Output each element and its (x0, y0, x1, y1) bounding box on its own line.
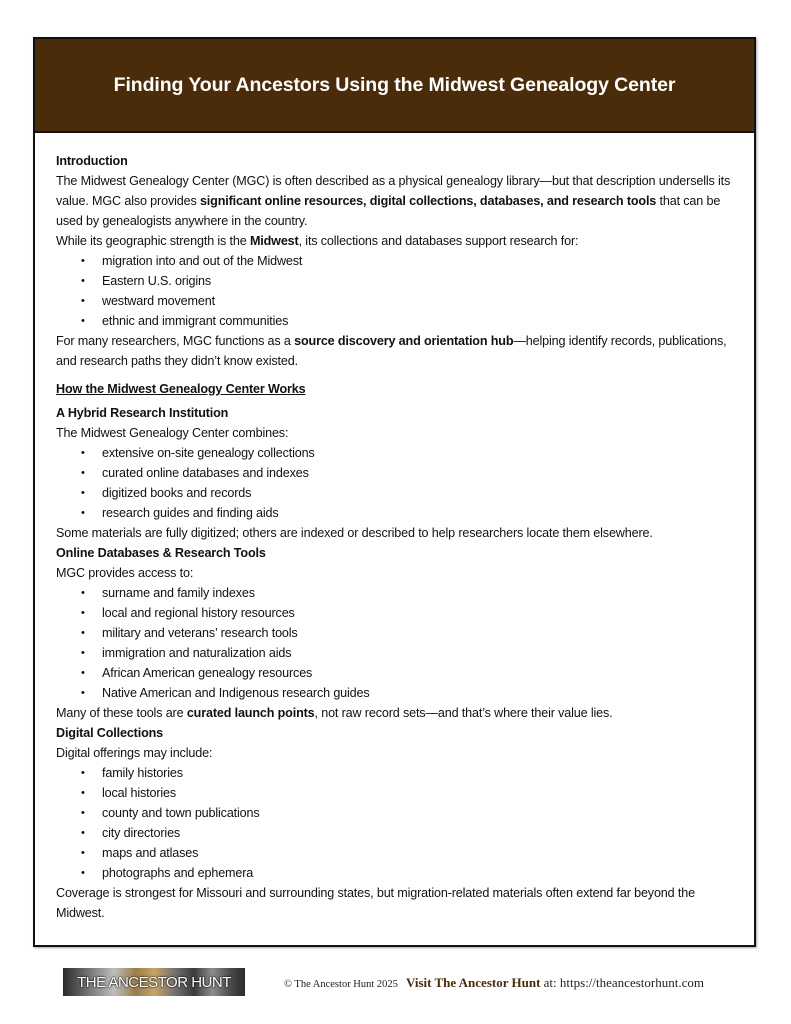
text-run: , not raw record sets—and that’s where their value lies. (314, 706, 613, 720)
bullet-icon: • (81, 467, 85, 479)
ancestor-hunt-logo[interactable] (63, 968, 245, 996)
list-item (56, 503, 734, 523)
list-item (56, 683, 734, 703)
bullet-icon: • (81, 607, 85, 619)
bullet-icon: • (81, 315, 85, 327)
list-item (56, 623, 734, 643)
intro-paragraph-3 (56, 331, 734, 371)
text-run: —helping identify records, publications, and research paths they didn’t know existed. (56, 334, 727, 368)
list-item-text: photographs and ephemera (102, 866, 254, 880)
list-item (56, 291, 734, 311)
bullet-icon: • (81, 807, 85, 819)
bullet-icon: • (81, 767, 85, 779)
text-run: that can be used by genealogists anywhere in the country. (56, 194, 721, 228)
list-item (56, 823, 734, 843)
list-item (56, 643, 734, 663)
text-run: While its geographic strength is the (56, 234, 250, 248)
bullet-icon: • (81, 867, 85, 879)
list-item-text: Eastern U.S. origins (102, 274, 211, 288)
title-banner (35, 39, 754, 133)
bullet-icon: • (81, 275, 85, 287)
intro-paragraph-2 (56, 231, 734, 251)
website-link[interactable]: https://theancestorhunt.com (559, 975, 704, 990)
list-item-text: digitized books and records (102, 486, 252, 500)
bold-text-run: Midwest (249, 234, 299, 248)
bullet-icon: • (81, 827, 85, 839)
list-item-text: ethnic and immigrant communities (102, 314, 289, 328)
list-item-text: immigration and naturalization aids (102, 646, 292, 660)
bullet-icon: • (81, 487, 85, 499)
list-item-text: research guides and finding aids (102, 506, 279, 520)
list-item (56, 843, 734, 863)
copyright-notice: © The Ancestor Hunt 2025 (284, 979, 398, 990)
digital-list (56, 763, 734, 883)
list-item-text: surname and family indexes (102, 586, 255, 600)
databases-list (56, 583, 734, 703)
list-item (56, 603, 734, 623)
bullet-icon: • (81, 587, 85, 599)
bold-text-run: significant online resources, digital collections, databases, and research tools (199, 194, 657, 208)
list-item-text: Native American and Indigenous research guides (102, 686, 370, 700)
intro-heading: Introduction (56, 154, 128, 168)
list-item (56, 251, 734, 271)
bullet-icon: • (81, 667, 85, 679)
visit-label: Visit The Ancestor Hunt (405, 975, 541, 990)
text-run: For many researchers, MGC functions as a (56, 334, 295, 348)
bullet-icon: • (81, 447, 85, 459)
page-title: Finding Your Ancestors Using the Midwest Genealogy Center (113, 73, 676, 96)
hybrid-after: Some materials are fully digitized; others are indexed or described to help researchers locate them elsewhere. (56, 526, 653, 540)
digital-lead: Digital offerings may include: (56, 746, 213, 760)
list-item-text: military and veterans’ research tools (102, 626, 298, 640)
text-run: Many of these tools are (56, 706, 187, 720)
bullet-icon: • (81, 507, 85, 519)
list-item (56, 443, 734, 463)
hybrid-list (56, 443, 734, 523)
section-heading-how-it-works: How the Midwest Genealogy Center Works (56, 382, 306, 396)
bullet-icon: • (81, 255, 85, 267)
text-run: , its collections and databases support research for: (298, 234, 579, 248)
document-frame (33, 37, 756, 947)
list-item-text: local and regional history resources (102, 606, 295, 620)
bold-text-run: curated launch points (186, 706, 315, 720)
list-item (56, 463, 734, 483)
list-item (56, 583, 734, 603)
list-item (56, 663, 734, 683)
list-item-text: family histories (102, 766, 183, 780)
list-item-text: maps and atlases (102, 846, 199, 860)
intro-paragraph-1 (56, 171, 734, 231)
bullet-icon: • (81, 847, 85, 859)
list-item-text: curated online databases and indexes (102, 466, 309, 480)
list-item (56, 763, 734, 783)
bullet-icon: • (81, 787, 85, 799)
list-item (56, 483, 734, 503)
url-prefix: at: (540, 975, 560, 990)
footer-credits (284, 974, 704, 992)
bold-text-run: source discovery and orientation hub (294, 334, 514, 348)
bullet-icon: • (81, 295, 85, 307)
list-item-text: county and town publications (102, 806, 260, 820)
hybrid-lead: The Midwest Genealogy Center combines: (56, 426, 289, 440)
list-item (56, 863, 734, 883)
subheading-hybrid: A Hybrid Research Institution (56, 406, 229, 420)
subheading-digital: Digital Collections (56, 726, 164, 740)
intro-list (56, 251, 734, 331)
list-item (56, 271, 734, 291)
list-item (56, 311, 734, 331)
logo-text: THE ANCESTOR HUNT (77, 973, 231, 991)
bullet-icon: • (81, 647, 85, 659)
list-item (56, 783, 734, 803)
list-item-text: local histories (102, 786, 177, 800)
page-footer (0, 966, 791, 1000)
text-run: The Midwest Genealogy Center (MGC) is often described as a physical genealogy library—but that description undersells its value. MGC also provides (56, 174, 731, 208)
list-item-text: city directories (102, 826, 181, 840)
list-item-text: migration into and out of the Midwest (102, 254, 303, 268)
document-body (35, 133, 754, 923)
databases-after (56, 703, 734, 723)
subheading-databases: Online Databases & Research Tools (56, 546, 266, 560)
list-item-text: African American genealogy resources (102, 666, 313, 680)
bullet-icon: • (81, 687, 85, 699)
list-item-text: westward movement (102, 294, 215, 308)
list-item-text: extensive on-site genealogy collections (102, 446, 315, 460)
bullet-icon: • (81, 627, 85, 639)
databases-lead: MGC provides access to: (56, 566, 194, 580)
list-item (56, 803, 734, 823)
digital-after: Coverage is strongest for Missouri and surrounding states, but migration-related materials often extend far beyond the Midwest. (56, 886, 695, 920)
